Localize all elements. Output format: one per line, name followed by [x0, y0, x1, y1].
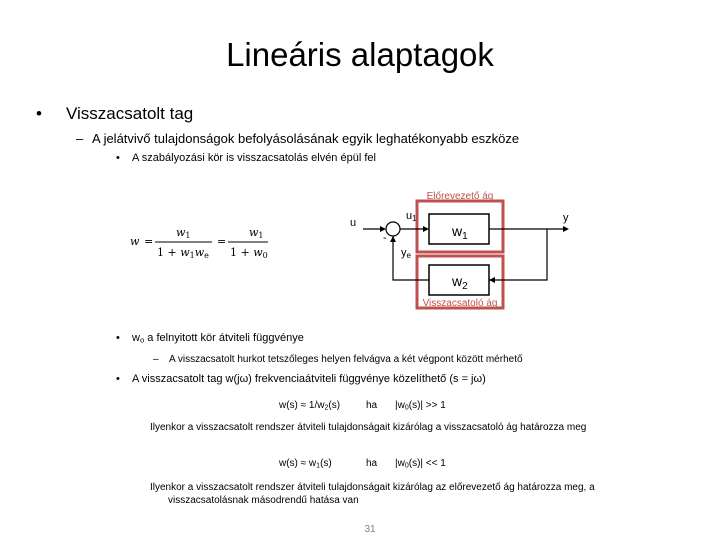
- bullet-dot: •: [116, 373, 120, 385]
- feedback-arrowhead-w2: [489, 277, 495, 283]
- formula-f2-denominator: 1 + w0: [230, 246, 268, 260]
- sub-bullet-hurok: [153, 354, 523, 365]
- paragraph-visszacsatolo: Ilyenkor a visszacsatolt rendszer átviteli tulajdonságait kizárólag a visszacsatoló ág határozza meg: [150, 422, 587, 433]
- u1-arrowhead: [423, 226, 429, 232]
- bullet1-text: Visszacsatolt tag: [66, 104, 194, 123]
- formula1-ha: ha: [366, 400, 378, 411]
- formula1-condition: [395, 400, 446, 411]
- formula-f1-denominator: 1 + w1we: [157, 246, 209, 260]
- formula-f2-numerator: w1: [249, 226, 264, 240]
- formula1-expression: [279, 400, 340, 411]
- formula2-cond-sub: 0: [404, 462, 409, 470]
- sub-sub-bullet-frekvencia: [116, 373, 486, 385]
- ye-label: ye: [401, 247, 411, 260]
- closed-loop-formula: [130, 226, 268, 260]
- formula1-cond-sub: 0: [404, 404, 409, 412]
- bullet-dot: •: [116, 152, 120, 164]
- formula1-expr: w(s) ≈ 1/w: [279, 400, 325, 411]
- paragraph-elorevezeto-line1: Ilyenkor a visszacsatolt rendszer átviteli tulajdonságait kizárólag az előrevezető ág határozza meg, a: [150, 482, 595, 493]
- formula-lhs: w: [130, 235, 140, 248]
- bullet3-text: A szabályozási kör is visszacsatolás elvén épül fel: [132, 152, 376, 164]
- page-number: 31: [364, 524, 376, 535]
- feedback-arrowhead-sum: [390, 236, 396, 242]
- formula-equals-2: =: [217, 235, 227, 248]
- bullet5-text: A visszacsatolt hurkot tetszőleges helyen felvágva a két végpont között mérhető: [169, 354, 523, 365]
- minus-sign: -: [383, 232, 387, 244]
- bullet4-rest: a felnyitott kör átviteli függvénye: [144, 332, 304, 344]
- block-w1-label: $w_1$: [452, 223, 468, 242]
- formula1-expr-sub: 2: [324, 404, 329, 412]
- formula2-cond: |w: [395, 458, 405, 469]
- feedback-branch-label: Visszacsatoló ág: [422, 298, 498, 309]
- forward-branch-label: Előrevezető ág: [426, 191, 494, 202]
- formula2-expression: [279, 458, 332, 469]
- bullet-dot: •: [36, 104, 42, 123]
- summing-junction: [386, 222, 400, 236]
- formula2-expr-sub: 1: [316, 462, 321, 470]
- bullet6-text: A visszacsatolt tag w(jω) frekvenciaátviteli függvénye közelíthető (s = jω): [132, 373, 486, 385]
- formula1-cond-end: (s)| >> 1: [408, 400, 446, 411]
- formula2-expr: w(s) ≈ w: [279, 458, 317, 469]
- formula1-expr-end: (s): [328, 400, 341, 411]
- input-u-label: u: [350, 217, 357, 229]
- bullet-dot: •: [116, 332, 120, 344]
- formula2-cond-end: (s)| << 1: [408, 458, 446, 469]
- block-w2-label: $w_2$: [452, 273, 468, 292]
- u1-label: u1: [406, 210, 417, 223]
- formula1-cond: |w: [395, 400, 405, 411]
- formula2-expr-end: (s): [320, 458, 332, 469]
- bullet4-main: w: [132, 332, 140, 344]
- paragraph-elorevezeto-line2: visszacsatolásnak másodrendű hatása van: [168, 495, 359, 506]
- output-arrowhead: [563, 226, 569, 232]
- formula2-condition: [395, 458, 446, 469]
- feedback-line-left: [393, 236, 429, 280]
- dash-marker: –: [153, 354, 159, 365]
- dash-marker: –: [76, 131, 84, 146]
- bullet2-text: A jelátvivő tulajdonságok befolyásolásának egyik leghatékonyabb eszköze: [92, 131, 520, 146]
- sub-sub-bullet-wo: [116, 332, 304, 345]
- page-title: Lineáris alaptagok: [226, 36, 494, 73]
- bullet4-sub: o: [139, 335, 145, 345]
- formula-f1-numerator: w1: [176, 226, 191, 240]
- output-y-label: y: [563, 212, 569, 224]
- formula-equals-1: =: [144, 235, 154, 248]
- formula2-ha: ha: [366, 458, 378, 469]
